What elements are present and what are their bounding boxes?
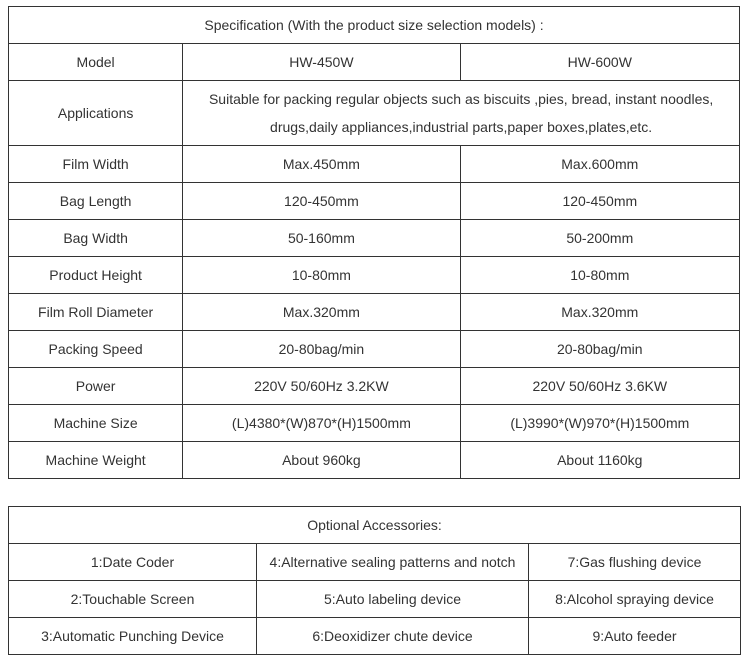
model-a: HW-450W: [183, 44, 460, 81]
accessory-item: 2:Touchable Screen: [9, 581, 257, 618]
model-row: [9, 44, 740, 81]
spec-row: [9, 220, 740, 257]
row-label: Power: [9, 368, 183, 405]
specification-table: [8, 6, 740, 479]
accessory-item: 8:Alcohol spraying device: [529, 581, 741, 618]
value-b: 220V 50/60Hz 3.6KW: [460, 368, 739, 405]
value-b: Max.320mm: [460, 294, 739, 331]
applications-line-2: drugs,daily appliances,industrial parts,paper boxes,plates,etc.: [270, 119, 653, 135]
value-a: Max.450mm: [183, 146, 460, 183]
spec-row: [9, 257, 740, 294]
spec-row: [9, 331, 740, 368]
value-b: About 1160kg: [460, 442, 739, 479]
accessory-item: 7:Gas flushing device: [529, 544, 741, 581]
applications-row: [9, 81, 740, 146]
row-label: Bag Width: [9, 220, 183, 257]
accessory-item: 6:Deoxidizer chute device: [257, 618, 529, 655]
spec-title-row: [9, 7, 740, 44]
value-a: 20-80bag/min: [183, 331, 460, 368]
row-label: Bag Length: [9, 183, 183, 220]
value-a: 10-80mm: [183, 257, 460, 294]
spec-row: [9, 368, 740, 405]
value-a: Max.320mm: [183, 294, 460, 331]
spec-row: [9, 146, 740, 183]
accessory-item: 9:Auto feeder: [529, 618, 741, 655]
spec-row: [9, 405, 740, 442]
row-label: Model: [9, 44, 183, 81]
value-a: 120-450mm: [183, 183, 460, 220]
spec-title: Specification (With the product size selection models) :: [9, 7, 740, 44]
row-label: Packing Speed: [9, 331, 183, 368]
value-a: About 960kg: [183, 442, 460, 479]
value-b: 50-200mm: [460, 220, 739, 257]
row-label: Applications: [9, 81, 183, 146]
value-b: 120-450mm: [460, 183, 739, 220]
accessory-item: 3:Automatic Punching Device: [9, 618, 257, 655]
spec-row: [9, 294, 740, 331]
applications-line-1: Suitable for packing regular objects such as biscuits ,pies, bread, instant noodles,: [208, 91, 714, 107]
value-a: (L)4380*(W)870*(H)1500mm: [183, 405, 460, 442]
row-label: Machine Weight: [9, 442, 183, 479]
row-label: Product Height: [9, 257, 183, 294]
accessory-item: 5:Auto labeling device: [257, 581, 529, 618]
accessories-title: Optional Accessories:: [9, 507, 741, 544]
row-label: Film Roll Diameter: [9, 294, 183, 331]
accessory-item: 1:Date Coder: [9, 544, 257, 581]
value-b: (L)3990*(W)970*(H)1500mm: [460, 405, 739, 442]
accessories-row: [9, 544, 741, 581]
accessories-table: [8, 506, 741, 655]
value-b: 10-80mm: [460, 257, 739, 294]
value-b: Max.600mm: [460, 146, 739, 183]
spec-row: [9, 183, 740, 220]
applications-text: [183, 81, 740, 146]
accessory-item: 4:Alternative sealing patterns and notch: [257, 544, 529, 581]
model-b: HW-600W: [460, 44, 739, 81]
value-a: 220V 50/60Hz 3.2KW: [183, 368, 460, 405]
accessories-row: [9, 618, 741, 655]
value-a: 50-160mm: [183, 220, 460, 257]
value-b: 20-80bag/min: [460, 331, 739, 368]
accessories-title-row: [9, 507, 741, 544]
accessories-row: [9, 581, 741, 618]
row-label: Machine Size: [9, 405, 183, 442]
spec-row: [9, 442, 740, 479]
row-label: Film Width: [9, 146, 183, 183]
